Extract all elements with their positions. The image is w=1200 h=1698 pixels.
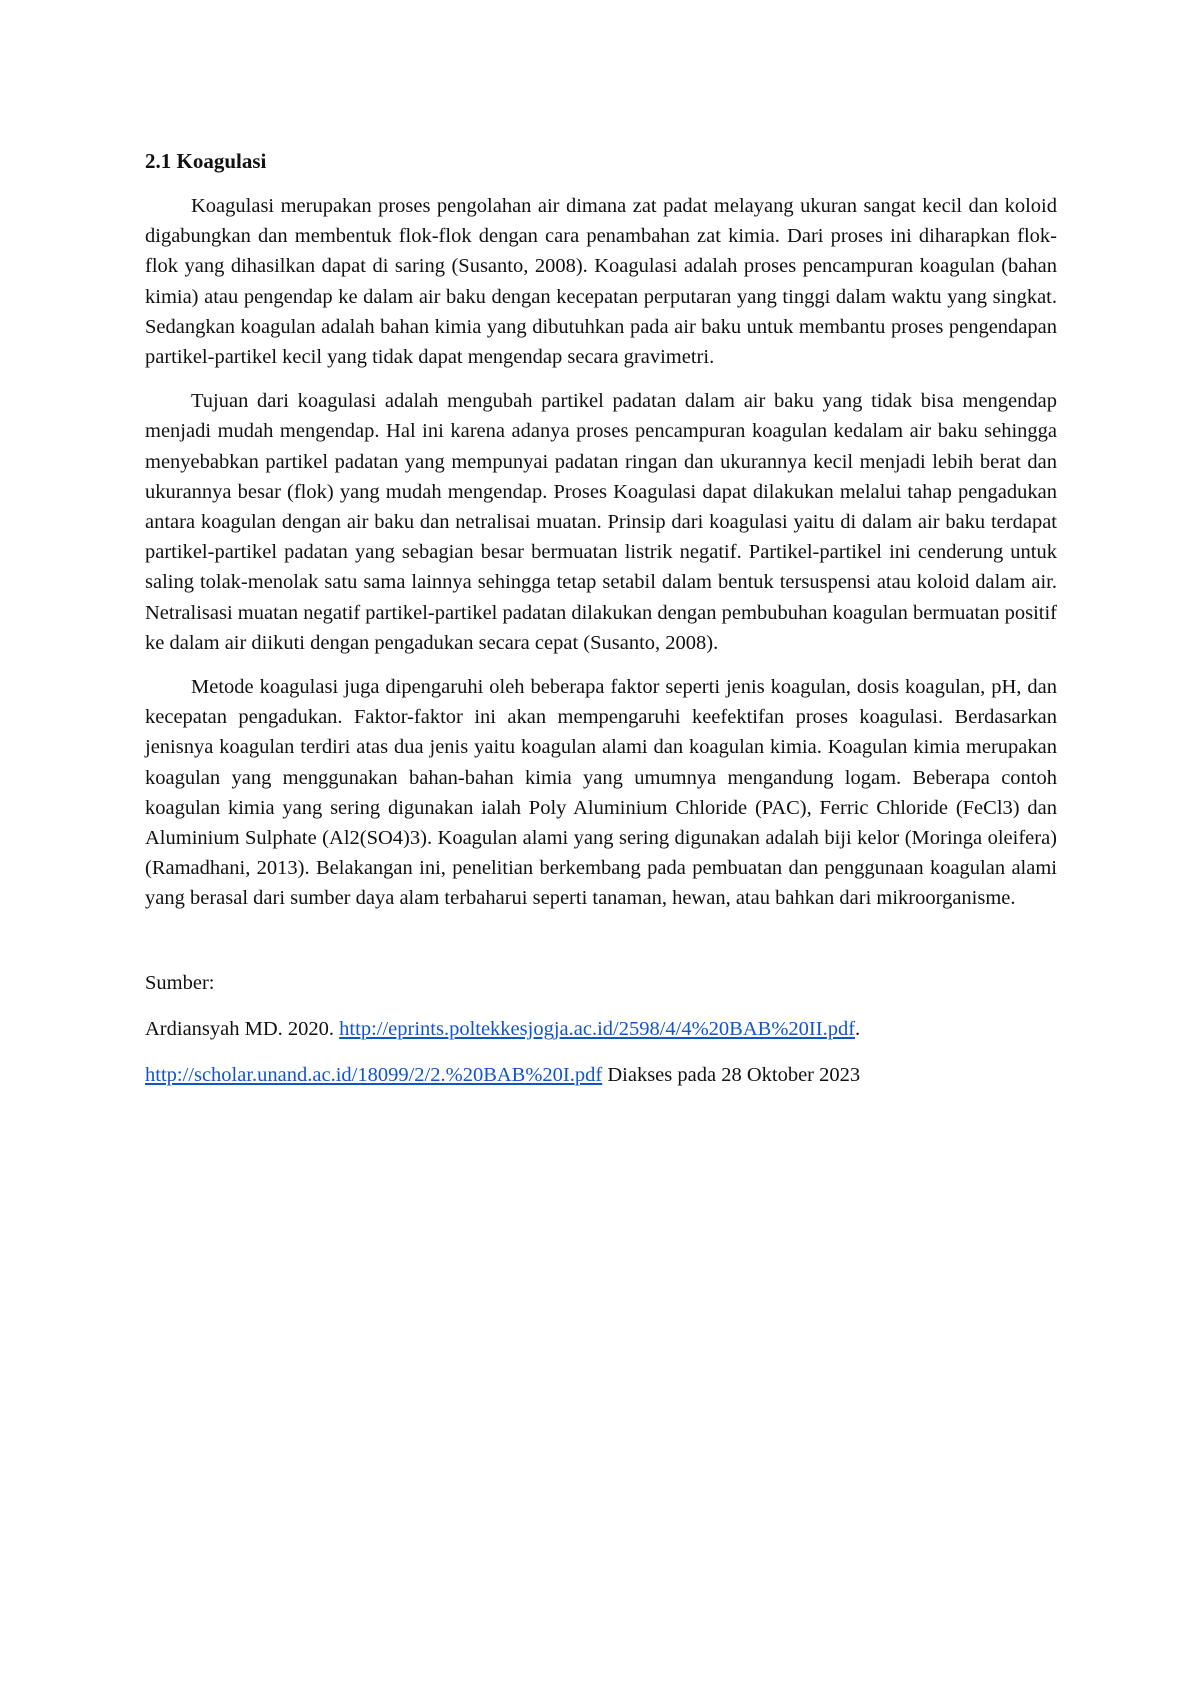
reference-1 xyxy=(145,1014,1057,1044)
reference-1-author: Ardiansyah MD. 2020. xyxy=(145,1017,340,1040)
reference-2-accessed-date: Diakses pada 28 Oktober 2023 xyxy=(602,1064,861,1087)
paragraph-purpose: Tujuan dari koagulasi adalah mengubah partikel padatan dalam air baku yang tidak bisa mengendap menjadi mudah mengendap. Hal ini karena adanya proses pencampuran koagulan kedalam air baku sehingga menyebabkan partikel padatan yang mempunyai padatan ringan dan ukurannya kecil menjadi lebih berat dan ukurannya besar (flok) yang mudah mengendap. Proses Koagulasi dapat dilakukan melalui tahap pengadukan antara koagulan dengan air baku dan netralisai muatan. Prinsip dari koagulasi yaitu di dalam air baku terdapat partikel-partikel padatan yang sebagian besar bermuatan listrik negatif. Partikel-partikel ini cenderung untuk saling tolak-menolak satu sama lainnya sehingga tetap setabil dalam bentuk tersuspensi atau koloid dalam air. Netralisasi muatan negatif partikel-partikel padatan dilakukan dengan pembubuhan koagulan bermuatan positif ke dalam air diikuti dengan pengadukan secara cepat (Susanto, 2008). xyxy=(145,390,1057,654)
paragraph-methods: Metode koagulasi juga dipengaruhi oleh beberapa faktor seperti jenis koagulan, dosis koagulan, pH, dan kecepatan pengadukan. Faktor-faktor ini akan mempengaruhi keefektifan proses koagulasi. Berdasarkan jenisnya koagulan terdiri atas dua jenis yaitu koagulan alami dan koagulan kimia. Koagulan kimia merupakan koagulan yang menggunakan bahan-bahan kimia yang umumnya mengandung logam. Beberapa contoh koagulan kimia yang sering digunakan ialah Poly Aluminium Chloride (PAC), Ferric Chloride (FeCl3) dan Aluminium Sulphate (Al2(SO4)3). Koagulan alami yang sering digunakan adalah biji kelor (Moringa oleifera) (Ramadhani, 2013). Belakangan ini, penelitian berkembang pada pembuatan dan penggunaan koagulan alami yang berasal dari sumber daya alam terbaharui seperti tanaman, hewan, atau bahkan dari mikroorganisme. xyxy=(145,676,1057,910)
section-heading: 2.1 Koagulasi xyxy=(145,149,267,173)
reference-1-suffix: . xyxy=(855,1017,861,1040)
reference-2 xyxy=(145,1060,1057,1090)
paragraph-definition: Koagulasi merupakan proses pengolahan air dimana zat padat melayang ukuran sangat kecil dan koloid digabungkan dan membentuk flok-flok dengan cara penambahan zat kimia. Dari proses ini diharapkan flok-flok yang dihasilkan dapat di saring (Susanto, 2008). Koagulasi adalah proses pencampuran koagulan (bahan kimia) atau pengendap ke dalam air baku dengan kecepatan perputaran yang tinggi dalam waktu yang singkat. Sedangkan koagulan adalah bahan kimia yang dibutuhkan pada air baku untuk membantu proses pengendapan partikel-partikel kecil yang tidak dapat mengendap secara gravimetri. xyxy=(145,195,1057,369)
reference-1-link[interactable]: http://eprints.poltekkesjogja.ac.id/2598/4/4%20BAB%20II.pdf xyxy=(339,1017,856,1040)
sources-section xyxy=(145,968,1057,1091)
reference-2-link[interactable]: http://scholar.unand.ac.id/18099/2/2.%20BAB%20I.pdf xyxy=(145,1064,603,1087)
sources-label: Sumber: xyxy=(145,971,215,994)
document-body xyxy=(145,146,1057,1106)
